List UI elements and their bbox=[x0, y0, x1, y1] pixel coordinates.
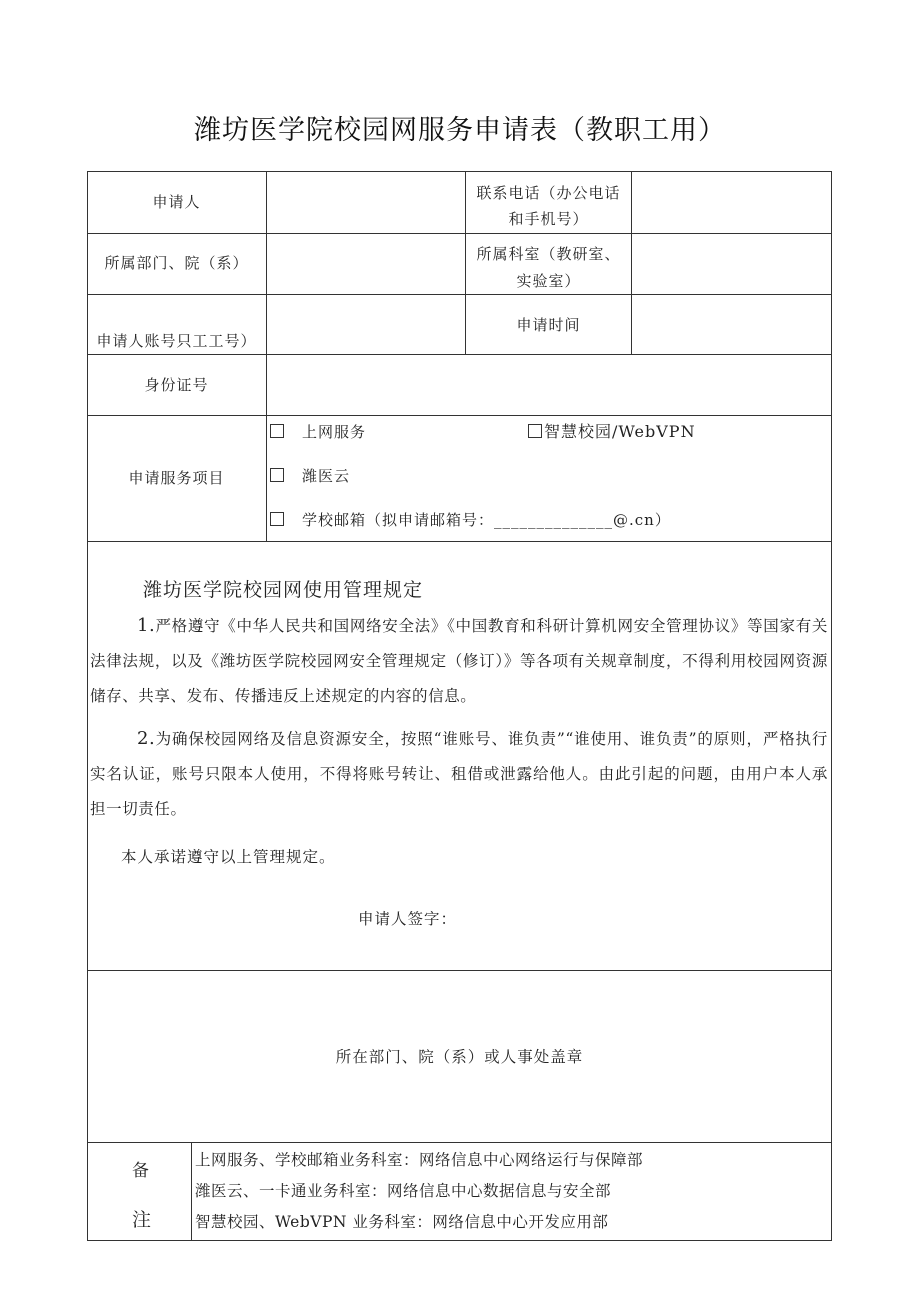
cloud-checkbox[interactable] bbox=[270, 468, 284, 482]
smart-campus-checkbox[interactable] bbox=[528, 424, 542, 438]
column-divider bbox=[191, 1142, 192, 1241]
department-label: 所属部门、院（系） bbox=[104, 254, 249, 272]
internet-option-label: 上网服务 bbox=[302, 423, 367, 441]
service-smart-campus-option[interactable] bbox=[528, 419, 696, 445]
rule-item-2 bbox=[90, 721, 828, 827]
table-border-right bbox=[831, 171, 832, 1241]
signature-field[interactable] bbox=[457, 899, 707, 939]
phone-label-line2: 和手机号） bbox=[508, 210, 589, 228]
row-divider bbox=[87, 415, 832, 416]
department-field[interactable] bbox=[267, 234, 464, 293]
email-checkbox[interactable] bbox=[270, 512, 284, 526]
email-input-blank[interactable]: ______________ bbox=[494, 511, 614, 529]
id-number-label: 身份证号 bbox=[144, 376, 209, 394]
cloud-option-label: 潍医云 bbox=[302, 467, 351, 485]
account-label: 申请人账号只工工号） bbox=[96, 332, 257, 350]
rule-item-1 bbox=[90, 608, 828, 714]
id-number-field[interactable] bbox=[267, 355, 830, 415]
note-line-1: 上网服务、学校邮箱业务科室：网络信息中心网络运行与保障部 bbox=[195, 1151, 644, 1169]
stamp-label: 所在部门、院（系）或人事处盖章 bbox=[335, 1048, 584, 1066]
applicant-label: 申请人 bbox=[152, 193, 201, 211]
notes-label-top: 备 bbox=[132, 1161, 149, 1181]
email-option-prefix: 学校邮箱（拟申请邮箱号： bbox=[302, 511, 495, 529]
rules-title: 潍坊医学院校园网使用管理规定 bbox=[143, 579, 424, 601]
rule-item-1-number: 1. bbox=[137, 615, 156, 636]
rule-item-2-number: 2. bbox=[137, 728, 156, 749]
apply-time-label: 申请时间 bbox=[516, 316, 581, 334]
service-cloud-option[interactable] bbox=[270, 463, 350, 489]
office-label-line2: 实验室） bbox=[516, 272, 581, 290]
applicant-field[interactable] bbox=[267, 172, 464, 232]
office-field[interactable] bbox=[632, 234, 830, 293]
note-line-3: 智慧校园、WebVPN 业务科室：网络信息中心开发应用部 bbox=[195, 1213, 609, 1231]
row-divider bbox=[87, 1142, 832, 1143]
notes-label-bottom: 注 bbox=[132, 1209, 152, 1231]
phone-label-line1: 联系电话（办公电话 bbox=[476, 184, 621, 202]
rule-item-2-text: 为确保校园网络及信息资源安全，按照“谁账号、谁负责”“谁使用、谁负责”的原则，严格执行实名认证，账号只限本人使用，不得将账号转让、租借或泄露给他人。由此引起的问题，由用户本人承担一切责任。 bbox=[90, 730, 828, 818]
internet-checkbox[interactable] bbox=[270, 424, 284, 438]
service-email-option[interactable] bbox=[270, 507, 671, 533]
office-label-line1: 所属科室（教研室、 bbox=[476, 245, 621, 263]
table-border-bottom bbox=[87, 1240, 832, 1241]
page-title: 潍坊医学院校园网服务申请表（教职工用） bbox=[194, 115, 726, 146]
account-field[interactable] bbox=[267, 295, 464, 354]
service-internet-option[interactable] bbox=[270, 419, 366, 445]
row-divider bbox=[87, 541, 832, 542]
email-option-suffix: @.cn） bbox=[613, 511, 671, 529]
smart-campus-option-label: 智慧校园/WebVPN bbox=[544, 422, 696, 441]
services-label: 申请服务项目 bbox=[128, 469, 225, 487]
rule-item-1-text: 严格遵守《中华人民共和国网络安全法》《中国教育和科研计算机网安全管理协议》等国家有关法律法规，以及《潍坊医学院校园网安全管理规定（修订）》等各项有关规章制度，不得利用校园网资源储存、共享、发布、传播违反上述规定的内容的信息。 bbox=[90, 617, 828, 705]
application-form-table bbox=[87, 171, 832, 1241]
commitment-text: 本人承诺遵守以上管理规定。 bbox=[121, 848, 336, 866]
signature-label: 申请人签字： bbox=[358, 910, 458, 928]
note-line-2: 潍医云、一卡通业务科室：网络信息中心数据信息与安全部 bbox=[195, 1182, 612, 1200]
phone-field[interactable] bbox=[632, 172, 830, 232]
row-divider bbox=[87, 970, 832, 971]
apply-time-field[interactable] bbox=[632, 295, 830, 354]
